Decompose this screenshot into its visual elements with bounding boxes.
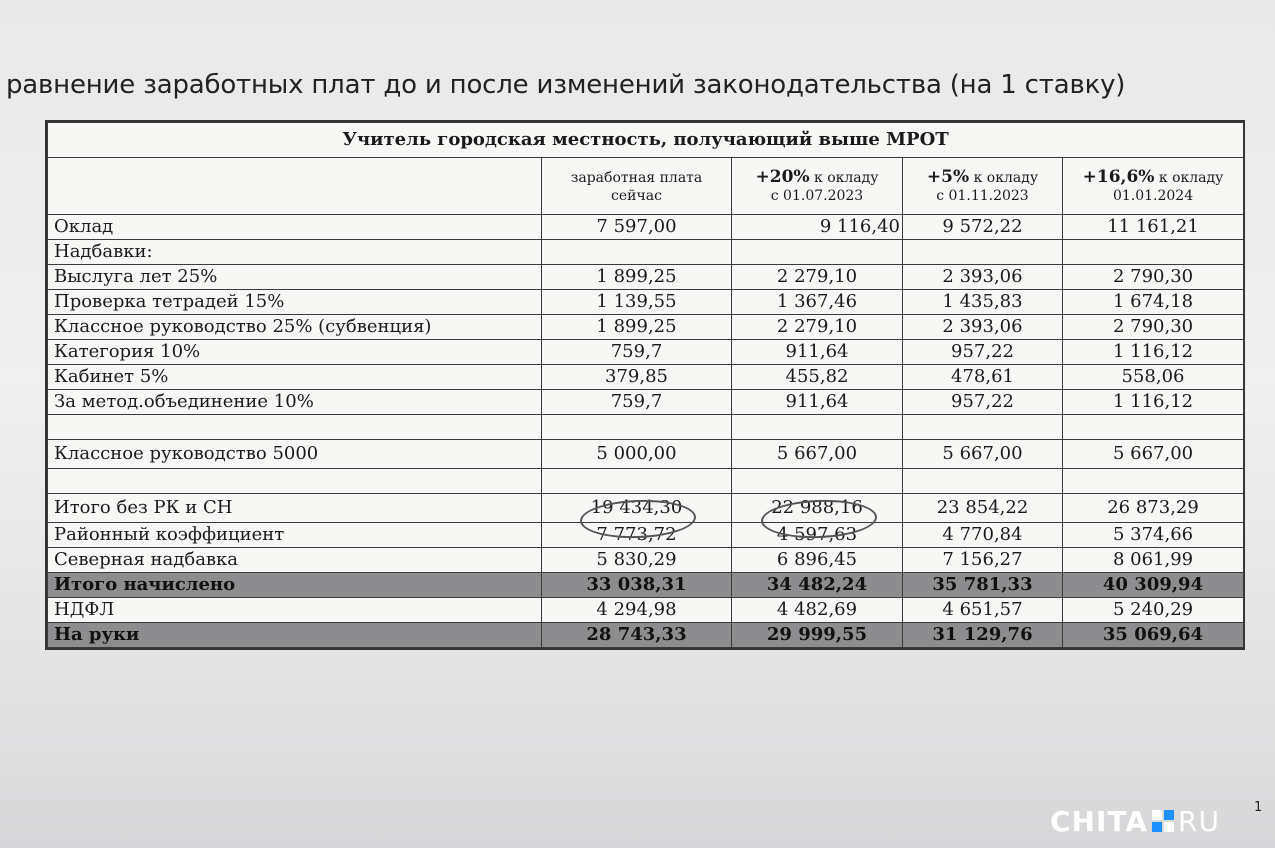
row-value: 1 899,25	[542, 315, 732, 340]
row-label: Итого начислено	[48, 573, 542, 598]
row-value: 7 156,27	[903, 548, 1063, 573]
row-value: 5 667,00	[903, 440, 1063, 469]
row-label: Северная надбавка	[48, 548, 542, 573]
row-value: 379,85	[542, 365, 732, 390]
row-value: 455,82	[732, 365, 903, 390]
row-value: 5 667,00	[732, 440, 903, 469]
row-value: 1 367,46	[732, 290, 903, 315]
table-row	[48, 598, 1244, 623]
row-label	[48, 415, 542, 440]
table-row	[48, 623, 1244, 648]
row-value: 35 069,64	[1063, 623, 1244, 648]
salary-comparison-table	[47, 122, 1244, 648]
table-caption: Учитель городская местность, получающий выше МРОТ	[48, 123, 1244, 158]
row-value: 478,61	[903, 365, 1063, 390]
row-value: 1 435,83	[903, 290, 1063, 315]
row-value: 759,7	[542, 340, 732, 365]
row-value: 2 393,06	[903, 315, 1063, 340]
row-value: 2 790,30	[1063, 315, 1244, 340]
row-value	[542, 469, 732, 494]
row-value: 6 896,45	[732, 548, 903, 573]
table-row	[48, 365, 1244, 390]
row-value: 5 000,00	[542, 440, 732, 469]
row-value: 33 038,31	[542, 573, 732, 598]
row-value	[542, 240, 732, 265]
table-row	[48, 240, 1244, 265]
row-value: 9 572,22	[903, 215, 1063, 240]
row-value	[903, 469, 1063, 494]
row-label: Выслуга лет 25%	[48, 265, 542, 290]
table-row	[48, 415, 1244, 440]
row-value: 1 674,18	[1063, 290, 1244, 315]
row-value: 9 116,40	[732, 215, 903, 240]
row-value: 1 116,12	[1063, 390, 1244, 415]
row-value	[732, 240, 903, 265]
row-label: Оклад	[48, 215, 542, 240]
row-value	[732, 415, 903, 440]
row-value: 759,7	[542, 390, 732, 415]
row-label: Кабинет 5%	[48, 365, 542, 390]
row-value: 23 854,22	[903, 494, 1063, 523]
row-value: 957,22	[903, 340, 1063, 365]
table-row	[48, 440, 1244, 469]
watermark-brand: CHITA	[1050, 804, 1148, 838]
row-label: Надбавки:	[48, 240, 542, 265]
table-row	[48, 523, 1244, 548]
row-value: 8 061,99	[1063, 548, 1244, 573]
row-value	[1063, 415, 1244, 440]
logo-squares-icon	[1152, 810, 1174, 832]
row-value	[903, 415, 1063, 440]
row-value: 4 651,57	[903, 598, 1063, 623]
row-value: 2 790,30	[1063, 265, 1244, 290]
header-empty	[48, 158, 542, 215]
row-value	[732, 469, 903, 494]
row-value: 22 988,16	[732, 494, 903, 523]
row-label: За метод.объединение 10%	[48, 390, 542, 415]
row-value: 26 873,29	[1063, 494, 1244, 523]
header-col-16-6pct: +16,6% к окладу 01.01.2024	[1063, 158, 1244, 215]
row-value: 2 279,10	[732, 265, 903, 290]
row-value: 4 294,98	[542, 598, 732, 623]
page-number: 1	[1254, 800, 1263, 815]
row-value: 19 434,30	[542, 494, 732, 523]
row-value	[1063, 240, 1244, 265]
row-value: 5 667,00	[1063, 440, 1244, 469]
watermark-tld: RU	[1178, 804, 1220, 838]
row-value: 40 309,94	[1063, 573, 1244, 598]
salary-table-sheet	[45, 120, 1245, 650]
row-value: 957,22	[903, 390, 1063, 415]
row-value: 5 240,29	[1063, 598, 1244, 623]
document-title: равнение заработных плат до и после изменений законодательства (на 1 ставку)	[6, 70, 1126, 100]
chita-ru-watermark	[1050, 804, 1220, 838]
row-value: 5 830,29	[542, 548, 732, 573]
table-row	[48, 390, 1244, 415]
table-row	[48, 315, 1244, 340]
row-value: 4 482,69	[732, 598, 903, 623]
header-col-20pct: +20% к окладу с 01.07.2023	[732, 158, 903, 215]
table-row	[48, 494, 1244, 523]
row-value: 4 597,63	[732, 523, 903, 548]
row-value: 2 279,10	[732, 315, 903, 340]
row-value	[542, 415, 732, 440]
header-col-5pct: +5% к окладу с 01.11.2023	[903, 158, 1063, 215]
row-value: 29 999,55	[732, 623, 903, 648]
row-value: 911,64	[732, 390, 903, 415]
row-value: 5 374,66	[1063, 523, 1244, 548]
row-value: 1 139,55	[542, 290, 732, 315]
table-row	[48, 340, 1244, 365]
row-value	[1063, 469, 1244, 494]
row-value: 558,06	[1063, 365, 1244, 390]
row-label: НДФЛ	[48, 598, 542, 623]
row-value	[903, 240, 1063, 265]
row-label: Проверка тетрадей 15%	[48, 290, 542, 315]
column-header-row	[48, 158, 1244, 215]
row-value: 2 393,06	[903, 265, 1063, 290]
row-value: 35 781,33	[903, 573, 1063, 598]
row-label: Итого без РК и СН	[48, 494, 542, 523]
row-label: Районный коэффициент	[48, 523, 542, 548]
table-row	[48, 215, 1244, 240]
row-value: 7 773,72	[542, 523, 732, 548]
row-value: 4 770,84	[903, 523, 1063, 548]
row-value: 28 743,33	[542, 623, 732, 648]
row-value: 34 482,24	[732, 573, 903, 598]
table-row	[48, 290, 1244, 315]
row-label: Классное руководство 5000	[48, 440, 542, 469]
row-label: Классное руководство 25% (субвенция)	[48, 315, 542, 340]
row-value: 7 597,00	[542, 215, 732, 240]
row-label	[48, 469, 542, 494]
row-value: 1 899,25	[542, 265, 732, 290]
header-col-current: заработная плата сейчас	[542, 158, 732, 215]
table-row	[48, 548, 1244, 573]
row-value: 11 161,21	[1063, 215, 1244, 240]
row-label: На руки	[48, 623, 542, 648]
row-value: 1 116,12	[1063, 340, 1244, 365]
row-label: Категория 10%	[48, 340, 542, 365]
row-value: 31 129,76	[903, 623, 1063, 648]
table-row	[48, 469, 1244, 494]
table-row	[48, 573, 1244, 598]
table-row	[48, 265, 1244, 290]
row-value: 911,64	[732, 340, 903, 365]
